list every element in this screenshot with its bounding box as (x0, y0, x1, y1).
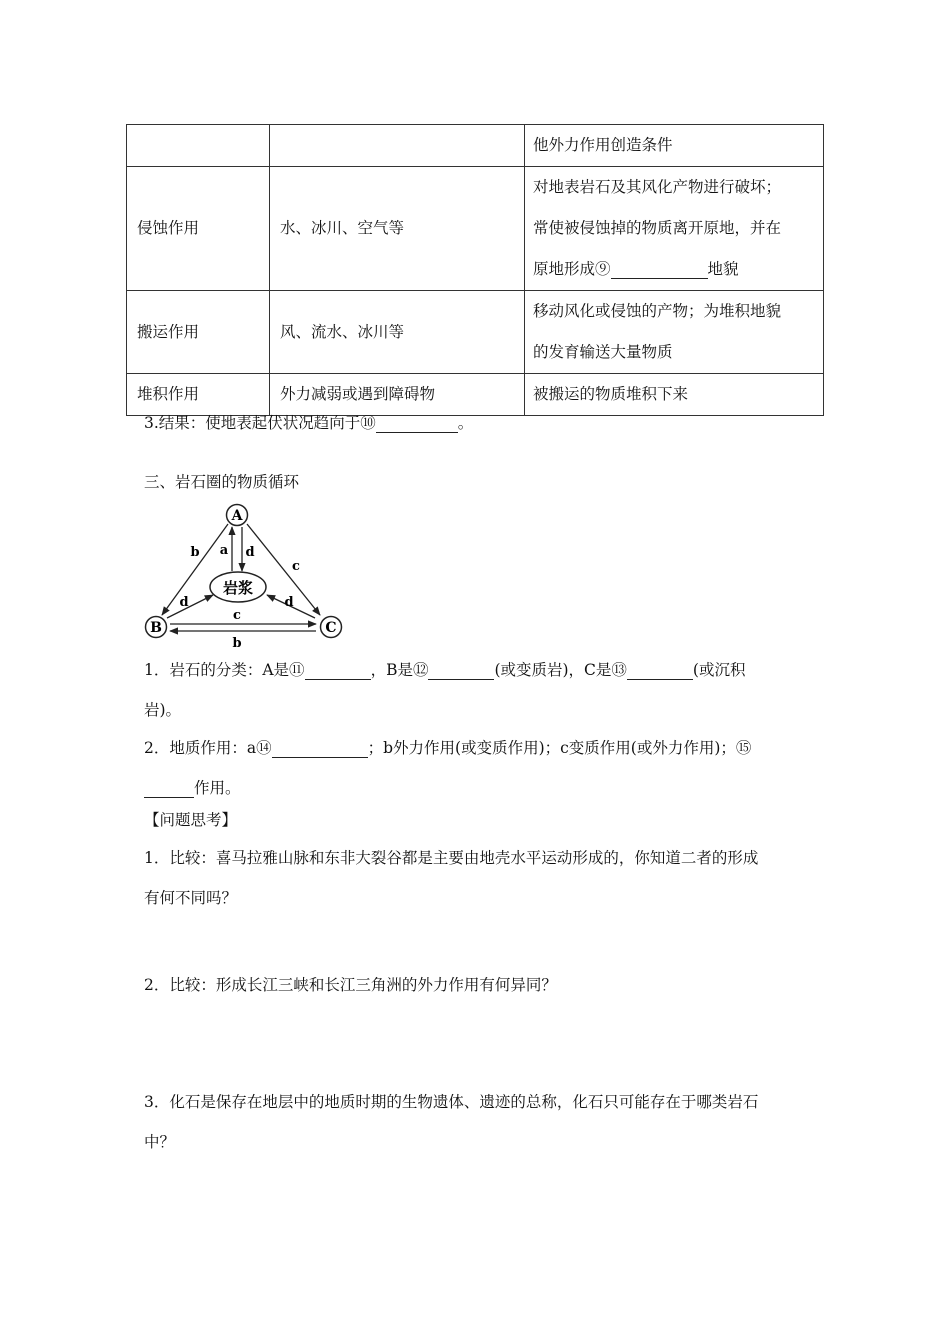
table-cell-process (127, 125, 270, 167)
question-text: 作用。 (194, 779, 241, 797)
question-geologic-processes (144, 728, 824, 808)
description-line (533, 249, 815, 290)
question-text: ，B是⑫ (370, 661, 429, 679)
description-line: 他外力作用创造条件 (533, 136, 673, 154)
arrow-a-to-b (162, 524, 228, 615)
description-text: 地貌 (707, 260, 739, 278)
fill-blank-12 (428, 663, 494, 680)
result-line (144, 411, 473, 433)
edge-label: d (179, 595, 189, 610)
question-line (144, 650, 824, 690)
fill-blank-11 (305, 663, 371, 680)
node-c-label: C (325, 620, 337, 636)
rock-cycle-diagram (140, 500, 355, 652)
question-text: (或沉积 (692, 661, 746, 679)
node-a-label: A (231, 508, 243, 524)
description-line: 移动风化或侵蚀的产物；为堆积地貌 (533, 302, 782, 320)
fill-blank-15 (144, 781, 194, 798)
question-rock-classification (144, 650, 824, 730)
question-text: 1．岩石的分类：A是⑪ (144, 661, 305, 679)
question-text: (或变质岩)，C是⑬ (494, 661, 627, 679)
table-row (127, 374, 824, 416)
thinking-question-1 (144, 838, 824, 918)
edge-label: d (284, 595, 294, 610)
edge-label: c (292, 559, 300, 574)
question-line (144, 728, 824, 768)
table-row (127, 167, 824, 291)
question-line: 中？ (144, 1133, 176, 1151)
description-line: 常使被侵蚀掉的物质离开原地，并在 (533, 219, 782, 237)
question-line: 1．比较：喜马拉雅山脉和东非大裂谷都是主要由地壳水平运动形成的，你知道二者的形成 (144, 849, 759, 867)
description-line: 被搬运的物质堆积下来 (533, 385, 689, 403)
edge-label: b (190, 545, 200, 560)
table-cell-process: 侵蚀作用 (127, 167, 270, 291)
question-line: 3．化石是保存在地层中的地质时期的生物遗体、遗迹的总称，化石只可能存在于哪类岩石 (144, 1093, 759, 1111)
table-cell-description (525, 125, 824, 167)
thinking-question-2 (144, 965, 824, 1005)
result-text: 3.结果：使地表起伏状况趋向于⑩ (144, 414, 376, 432)
edge-label: c (233, 608, 241, 623)
table-cell-description (525, 167, 824, 291)
edge-label: a (219, 543, 229, 558)
table-row (127, 125, 824, 167)
thinking-title: 【问题思考】 (144, 811, 238, 829)
table-cell-description (525, 374, 824, 416)
question-line (144, 768, 824, 808)
description-line: 对地表岩石及其风化产物进行破坏； (533, 178, 782, 196)
table-row (127, 291, 824, 374)
edge-label: b (232, 636, 242, 651)
table-cell-process: 堆积作用 (127, 374, 270, 416)
table-cell-agents: 水、冰川、空气等 (270, 167, 525, 291)
fill-blank-13 (627, 663, 693, 680)
table-cell-agents: 外力减弱或遇到障碍物 (270, 374, 525, 416)
question-line: 有何不同吗？ (144, 889, 238, 907)
external-processes-table (126, 124, 824, 416)
question-line: 岩)。 (144, 701, 182, 719)
result-text: 。 (457, 414, 474, 432)
section-title: 三、岩石圈的物质循环 (144, 473, 300, 491)
table-cell-process: 搬运作用 (127, 291, 270, 374)
fill-blank-14 (272, 741, 368, 758)
table-cell-description (525, 291, 824, 374)
description-line: 的发育输送大量物质 (533, 343, 673, 361)
edge-label: d (245, 545, 255, 560)
fill-blank-9 (611, 262, 708, 279)
question-text: ；b外力作用(或变质作用)；c变质作用(或外力作用)；⑮ (367, 739, 752, 757)
description-text: 原地形成⑨ (533, 260, 611, 278)
table-cell-agents: 风、流水、冰川等 (270, 291, 525, 374)
node-b-label: B (150, 620, 162, 636)
question-text: 2．地质作用：a⑭ (144, 739, 272, 757)
thinking-question-3 (144, 1082, 824, 1162)
magma-label: 岩浆 (222, 579, 254, 597)
table-cell-agents (270, 125, 525, 167)
question-line: 2．比较：形成长江三峡和长江三角洲的外力作用有何异同？ (144, 976, 557, 994)
fill-blank-10 (376, 416, 458, 433)
